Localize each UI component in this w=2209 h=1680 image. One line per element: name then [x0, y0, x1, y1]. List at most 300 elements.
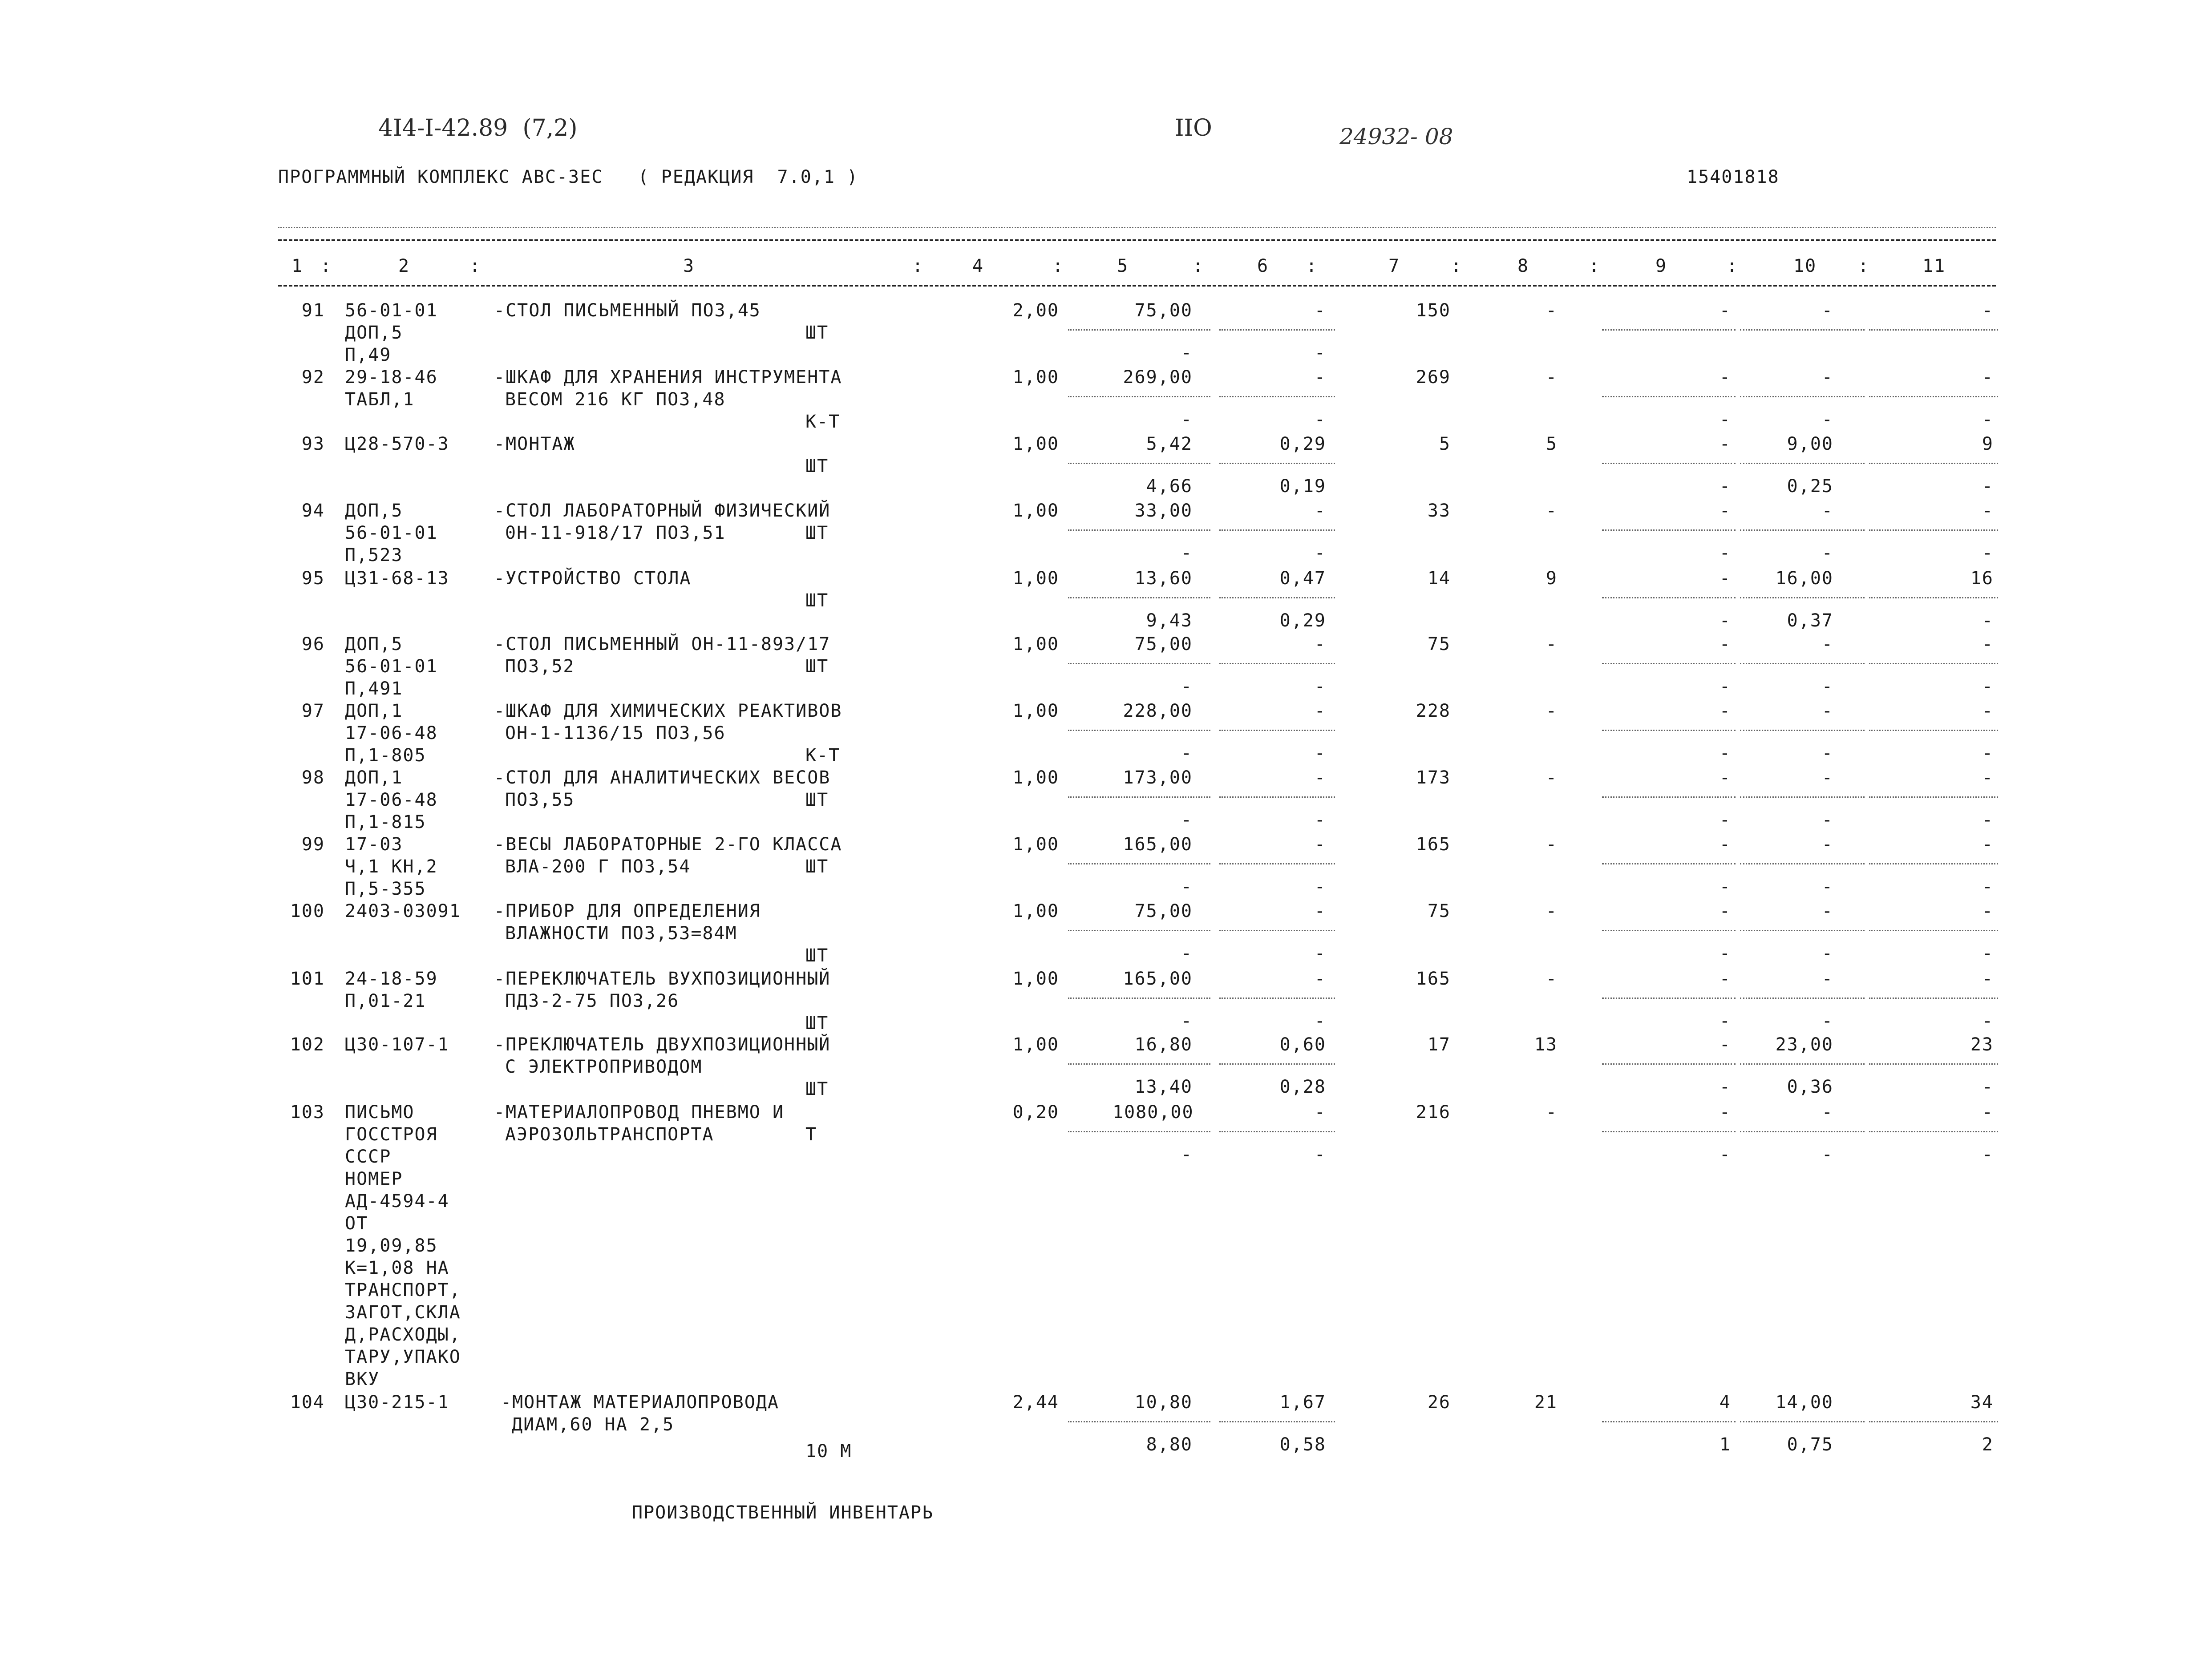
cost-underline: [1068, 796, 1210, 798]
col10-subvalue: -: [1821, 543, 1833, 563]
col9-value: -: [1719, 969, 1731, 989]
col8-wage-total: -: [1545, 901, 1558, 921]
cost-underline: [1068, 998, 1210, 999]
row-description: С ЭЛЕКТРОПРИВОДОМ: [505, 1057, 703, 1077]
col10-value: 23,00: [1775, 1034, 1833, 1055]
row-code: ДОП,5: [345, 501, 403, 521]
col5-subvalue: -: [1181, 343, 1193, 363]
col8-wage-total: -: [1545, 767, 1558, 788]
doc-id: 15401818: [1687, 167, 1780, 187]
row-code: АД-4594-4: [345, 1191, 449, 1212]
col8-wage-total: -: [1545, 300, 1558, 321]
column-header-9: 9: [1655, 256, 1667, 276]
col5-subvalue: -: [1181, 1144, 1193, 1165]
col9-value: -: [1719, 1034, 1731, 1055]
cost-underline: [1602, 1063, 1736, 1065]
col10-value: 14,00: [1775, 1392, 1833, 1413]
col11-value: 9: [1982, 434, 1994, 454]
col7-total: 75: [1427, 901, 1451, 921]
row-code: 56-01-01: [345, 523, 438, 543]
row-code: ТРАНСПОРТ,: [345, 1280, 461, 1300]
cost-underline: [1869, 1131, 1998, 1132]
row-code: ДОП,5: [345, 634, 403, 654]
col6-subvalue: -: [1314, 543, 1326, 563]
column-separator: :: [1193, 256, 1205, 276]
col8-wage-total: -: [1545, 834, 1558, 855]
row-code: Д,РАСХОДЫ,: [345, 1325, 461, 1345]
cost-underline: [1602, 463, 1736, 464]
row-description: -ПРЕКЛЮЧАТЕЛЬ ДВУХПОЗИЦИОННЫЙ: [494, 1034, 831, 1055]
col8-wage-total: -: [1545, 701, 1558, 721]
column-header-8: 8: [1517, 256, 1529, 276]
row-code: 56-01-01: [345, 656, 438, 677]
col10-value: -: [1821, 901, 1833, 921]
col5-unit-cost: 1080,00: [1113, 1102, 1194, 1123]
row-number: 92: [301, 367, 325, 388]
col4-quantity: 1,00: [1012, 901, 1059, 921]
col4-quantity: 1,00: [1012, 701, 1059, 721]
col6-subvalue: -: [1314, 676, 1326, 697]
row-description: ВЛАЖНОСТИ ПОЗ,53=84М: [505, 923, 737, 944]
col10-subvalue: -: [1821, 676, 1833, 697]
col4-quantity: 2,44: [1012, 1392, 1059, 1413]
row-unit: К-Т: [805, 745, 841, 766]
cost-underline: [1869, 329, 1998, 331]
col7-total: 75: [1427, 634, 1451, 654]
col5-unit-cost: 75,00: [1134, 300, 1193, 321]
col7-total: 26: [1427, 1392, 1451, 1413]
col6-wage: -: [1314, 1102, 1326, 1123]
row-description: -ПЕРЕКЛЮЧАТЕЛЬ ВУХПОЗИЦИОННЫЙ: [494, 969, 831, 989]
row-number: 98: [301, 767, 325, 788]
cost-underline: [1219, 396, 1335, 397]
cost-underline: [1869, 930, 1998, 931]
col10-value: -: [1821, 701, 1833, 721]
col11-subvalue: -: [1982, 1011, 1994, 1031]
col11-value: 34: [1970, 1392, 1994, 1413]
col11-value: -: [1982, 1102, 1994, 1123]
col9-value: -: [1719, 1102, 1731, 1123]
col6-subvalue: -: [1314, 1011, 1326, 1031]
handwritten-number: 24932- 08: [1339, 124, 1453, 149]
col9-subvalue: -: [1719, 943, 1731, 964]
col9-value: -: [1719, 367, 1731, 388]
cost-underline: [1869, 730, 1998, 731]
col6-subvalue: -: [1314, 1144, 1326, 1165]
row-number: 103: [290, 1102, 325, 1123]
col6-subvalue: 0,19: [1279, 476, 1326, 497]
row-code: ДОП,1: [345, 701, 403, 721]
col9-subvalue: -: [1719, 409, 1731, 430]
col5-subvalue: 13,40: [1134, 1077, 1193, 1097]
col9-subvalue: -: [1719, 1011, 1731, 1031]
column-header-7: 7: [1388, 256, 1400, 276]
col10-value: 9,00: [1787, 434, 1833, 454]
cost-underline: [1740, 730, 1865, 731]
col6-wage: -: [1314, 501, 1326, 521]
col9-subvalue: -: [1719, 810, 1731, 830]
row-number: 101: [290, 969, 325, 989]
column-separator: :: [1589, 256, 1601, 276]
col5-unit-cost: 10,80: [1134, 1392, 1193, 1413]
col8-wage-total: 9: [1545, 568, 1558, 589]
row-number: 91: [301, 300, 325, 321]
row-code: 2403-03091: [345, 901, 461, 921]
row-unit: ШТ: [805, 456, 829, 477]
col9-value: -: [1719, 568, 1731, 589]
column-header-1: 1: [291, 256, 303, 276]
col8-wage-total: 13: [1534, 1034, 1558, 1055]
col11-subvalue: -: [1982, 943, 1994, 964]
col9-subvalue: -: [1719, 1077, 1731, 1097]
row-code: НОМЕР: [345, 1169, 403, 1189]
col11-value: -: [1982, 501, 1994, 521]
col7-total: 5: [1439, 434, 1451, 454]
col9-value: -: [1719, 901, 1731, 921]
col11-subvalue: -: [1982, 876, 1994, 897]
col6-wage: -: [1314, 634, 1326, 654]
col5-unit-cost: 75,00: [1134, 634, 1193, 654]
cost-underline: [1068, 463, 1210, 464]
col7-total: 165: [1416, 834, 1451, 855]
row-code: Ц31-68-13: [345, 568, 449, 589]
row-code: ГОССТРОЯ: [345, 1124, 438, 1145]
row-code: К=1,08 НА: [345, 1258, 449, 1278]
row-unit: ШТ: [805, 1079, 829, 1099]
row-description: ПОЗ,52: [505, 656, 575, 677]
col11-subvalue: -: [1982, 743, 1994, 763]
row-code: ВКУ: [345, 1369, 380, 1389]
col10-value: -: [1821, 300, 1833, 321]
cost-underline: [1869, 396, 1998, 397]
row-code: ТАБЛ,1: [345, 389, 415, 410]
col4-quantity: 1,00: [1012, 969, 1059, 989]
section-footer: ПРОИЗВОДСТВЕННЫЙ ИНВЕНТАРЬ: [632, 1502, 934, 1523]
col6-subvalue: 0,28: [1279, 1077, 1326, 1097]
row-code: 17-06-48: [345, 790, 438, 810]
cost-underline: [1740, 1421, 1865, 1422]
col5-unit-cost: 75,00: [1134, 901, 1193, 921]
cost-underline: [1740, 463, 1865, 464]
cost-underline: [1219, 863, 1335, 864]
col5-subvalue: 8,80: [1146, 1434, 1193, 1455]
column-header-10: 10: [1793, 256, 1817, 276]
col9-value: -: [1719, 834, 1731, 855]
cost-underline: [1602, 1421, 1736, 1422]
row-description: ОН-1-1136/15 ПОЗ,56: [505, 723, 726, 743]
col11-subvalue: -: [1982, 810, 1994, 830]
row-unit: ШТ: [805, 945, 829, 966]
row-code: П,1-805: [345, 745, 426, 766]
row-code: ДОП,5: [345, 323, 403, 343]
row-code: 17-06-48: [345, 723, 438, 743]
cost-underline: [1219, 930, 1335, 931]
row-code: ДОП,1: [345, 767, 403, 788]
cost-underline: [1068, 863, 1210, 864]
col8-wage-total: 5: [1545, 434, 1558, 454]
col11-subvalue: -: [1982, 543, 1994, 563]
col4-quantity: 1,00: [1012, 767, 1059, 788]
cost-underline: [1219, 663, 1335, 664]
row-number: 100: [290, 901, 325, 921]
column-separator: :: [912, 256, 924, 276]
col5-subvalue: -: [1181, 409, 1193, 430]
col11-value: 16: [1970, 568, 1994, 589]
cost-underline: [1068, 396, 1210, 397]
cost-underline: [1068, 529, 1210, 531]
col5-subvalue: -: [1181, 1011, 1193, 1031]
row-unit: К-Т: [805, 412, 841, 432]
col9-subvalue: 1: [1719, 1434, 1731, 1455]
row-code: Ц28-570-3: [345, 434, 449, 454]
col11-subvalue: -: [1982, 476, 1994, 497]
page-number: IIO: [1175, 115, 1212, 141]
cost-underline: [1602, 663, 1736, 664]
col4-quantity: 1,00: [1012, 1034, 1059, 1055]
col5-subvalue: -: [1181, 743, 1193, 763]
row-code: П,01-21: [345, 991, 426, 1011]
cost-underline: [1740, 930, 1865, 931]
col7-total: 17: [1427, 1034, 1451, 1055]
cost-underline: [1219, 730, 1335, 731]
row-description: -ПРИБОР ДЛЯ ОПРЕДЕЛЕНИЯ: [494, 901, 761, 921]
col5-unit-cost: 33,00: [1134, 501, 1193, 521]
col11-subvalue: -: [1982, 676, 1994, 697]
col4-quantity: 1,00: [1012, 634, 1059, 654]
col10-value: -: [1821, 834, 1833, 855]
col6-subvalue: -: [1314, 876, 1326, 897]
col5-unit-cost: 5,42: [1146, 434, 1193, 454]
header-bottom-rule: [278, 285, 1996, 287]
col11-subvalue: -: [1982, 409, 1994, 430]
col5-subvalue: -: [1181, 810, 1193, 830]
col7-total: 216: [1416, 1102, 1451, 1123]
col9-subvalue: -: [1719, 676, 1731, 697]
col10-subvalue: -: [1821, 943, 1833, 964]
col5-subvalue: -: [1181, 876, 1193, 897]
column-separator: :: [1858, 256, 1870, 276]
program-header: ПРОГРАММНЫЙ КОМПЛЕКС АВС-ЗЕС ( РЕДАКЦИЯ 7.0,1 ): [278, 167, 859, 187]
row-number: 104: [290, 1392, 325, 1413]
col6-wage: 1,67: [1279, 1392, 1326, 1413]
cost-underline: [1068, 1063, 1210, 1065]
cost-underline: [1602, 396, 1736, 397]
col10-value: -: [1821, 767, 1833, 788]
row-code: 56-01-01: [345, 300, 438, 321]
column-header-5: 5: [1117, 256, 1129, 276]
col11-subvalue: -: [1982, 610, 1994, 631]
cost-underline: [1068, 1131, 1210, 1132]
col4-quantity: 1,00: [1012, 501, 1059, 521]
cost-underline: [1869, 998, 1998, 999]
row-unit: Т: [805, 1124, 817, 1145]
col8-wage-total: 21: [1534, 1392, 1558, 1413]
col6-subvalue: -: [1314, 409, 1326, 430]
row-unit: ШТ: [805, 1013, 829, 1034]
row-description: ПОЗ,55: [505, 790, 575, 810]
row-description: ДИАМ,60 НА 2,5: [512, 1414, 675, 1435]
col7-total: 150: [1416, 300, 1451, 321]
col6-wage: 0,47: [1279, 568, 1326, 589]
cost-underline: [1740, 663, 1865, 664]
row-description: ВЛА-200 Г ПОЗ,54: [505, 856, 691, 877]
col6-subvalue: 0,29: [1279, 610, 1326, 631]
col5-unit-cost: 173,00: [1123, 767, 1193, 788]
row-number: 93: [301, 434, 325, 454]
col6-wage: 0,29: [1279, 434, 1326, 454]
col9-value: 4: [1719, 1392, 1731, 1413]
col8-wage-total: -: [1545, 969, 1558, 989]
header-top-rule: [278, 227, 1996, 228]
cost-underline: [1068, 730, 1210, 731]
row-code: ПИСЬМО: [345, 1102, 415, 1123]
cost-underline: [1219, 796, 1335, 798]
row-description: АЭРОЗОЛЬТРАНСПОРТА: [505, 1124, 714, 1145]
row-code: 29-18-46: [345, 367, 438, 388]
column-header-4: 4: [972, 256, 984, 276]
col9-subvalue: -: [1719, 543, 1731, 563]
row-number: 96: [301, 634, 325, 654]
column-separator: :: [1451, 256, 1463, 276]
col8-wage-total: -: [1545, 1102, 1558, 1123]
row-code: Ц30-107-1: [345, 1034, 449, 1055]
row-number: 95: [301, 568, 325, 589]
cost-underline: [1740, 329, 1865, 331]
row-description: -ВЕСЫ ЛАБОРАТОРНЫЕ 2-ГО КЛАССА: [494, 834, 842, 855]
col9-subvalue: -: [1719, 610, 1731, 631]
row-number: 102: [290, 1034, 325, 1055]
column-separator: :: [469, 256, 481, 276]
column-separator: :: [1727, 256, 1739, 276]
col7-total: 228: [1416, 701, 1451, 721]
cost-underline: [1219, 1063, 1335, 1065]
col6-subvalue: 0,58: [1279, 1434, 1326, 1455]
cost-underline: [1219, 1421, 1335, 1422]
cost-underline: [1869, 1063, 1998, 1065]
col5-subvalue: 9,43: [1146, 610, 1193, 631]
col6-wage: -: [1314, 767, 1326, 788]
col6-wage: -: [1314, 969, 1326, 989]
col11-value: -: [1982, 300, 1994, 321]
col9-subvalue: -: [1719, 876, 1731, 897]
col7-total: 165: [1416, 969, 1451, 989]
col10-subvalue: -: [1821, 876, 1833, 897]
col7-total: 33: [1427, 501, 1451, 521]
cost-underline: [1068, 597, 1210, 598]
col4-quantity: 1,00: [1012, 834, 1059, 855]
col10-value: -: [1821, 367, 1833, 388]
cost-underline: [1602, 796, 1736, 798]
cost-underline: [1602, 597, 1736, 598]
col11-value: -: [1982, 901, 1994, 921]
col10-subvalue: -: [1821, 743, 1833, 763]
cost-underline: [1740, 863, 1865, 864]
col5-unit-cost: 13,60: [1134, 568, 1193, 589]
col7-total: 14: [1427, 568, 1451, 589]
row-code: Ч,1 КН,2: [345, 856, 438, 877]
col10-value: -: [1821, 1102, 1833, 1123]
row-unit: ШТ: [805, 790, 829, 810]
cost-underline: [1740, 529, 1865, 531]
row-code: 19,09,85: [345, 1236, 438, 1256]
col9-value: -: [1719, 300, 1731, 321]
column-separator: :: [1306, 256, 1318, 276]
cost-underline: [1869, 863, 1998, 864]
row-code: П,523: [345, 545, 403, 565]
cost-underline: [1219, 998, 1335, 999]
row-unit: ШТ: [805, 523, 829, 543]
row-code: 17-03: [345, 834, 403, 855]
cost-underline: [1068, 930, 1210, 931]
col6-wage: 0,60: [1279, 1034, 1326, 1055]
col10-value: -: [1821, 634, 1833, 654]
cost-underline: [1068, 1421, 1210, 1422]
row-unit: ШТ: [805, 323, 829, 343]
column-separator: :: [320, 256, 332, 276]
cost-underline: [1602, 329, 1736, 331]
col9-subvalue: -: [1719, 743, 1731, 763]
cost-underline: [1602, 730, 1736, 731]
row-code: 24-18-59: [345, 969, 438, 989]
row-code: П,49: [345, 345, 392, 365]
col10-subvalue: -: [1821, 1144, 1833, 1165]
row-code: СССР: [345, 1147, 392, 1167]
row-number: 94: [301, 501, 325, 521]
col5-unit-cost: 165,00: [1123, 834, 1193, 855]
col11-value: -: [1982, 367, 1994, 388]
cost-underline: [1602, 1131, 1736, 1132]
col9-subvalue: -: [1719, 1144, 1731, 1165]
col5-subvalue: 4,66: [1146, 476, 1193, 497]
column-header-2: 2: [398, 256, 410, 276]
col9-subvalue: -: [1719, 476, 1731, 497]
col4-quantity: 0,20: [1012, 1102, 1059, 1123]
row-description: -МОНТАЖ: [494, 434, 575, 454]
col8-wage-total: -: [1545, 367, 1558, 388]
cost-underline: [1219, 463, 1335, 464]
column-header-11: 11: [1922, 256, 1946, 276]
row-description: 0Н-11-918/17 ПОЗ,51: [505, 523, 726, 543]
row-code: П,5-355: [345, 879, 426, 899]
col6-wage: -: [1314, 901, 1326, 921]
col10-subvalue: 0,36: [1787, 1077, 1833, 1097]
col10-subvalue: 0,37: [1787, 610, 1833, 631]
row-code: ЗАГОТ,СКЛА: [345, 1302, 461, 1323]
col4-quantity: 1,00: [1012, 568, 1059, 589]
col5-subvalue: -: [1181, 943, 1193, 964]
header-top-rule: [278, 239, 1996, 241]
row-code: П,491: [345, 678, 403, 699]
cost-underline: [1869, 529, 1998, 531]
col4-quantity: 1,00: [1012, 434, 1059, 454]
row-unit: 10 М: [805, 1441, 852, 1462]
col9-value: -: [1719, 701, 1731, 721]
col11-value: -: [1982, 701, 1994, 721]
col11-value: -: [1982, 634, 1994, 654]
col9-value: -: [1719, 634, 1731, 654]
cost-underline: [1219, 329, 1335, 331]
col6-wage: -: [1314, 367, 1326, 388]
col5-subvalue: -: [1181, 676, 1193, 697]
row-unit: ШТ: [805, 656, 829, 677]
cost-underline: [1869, 796, 1998, 798]
col10-subvalue: 0,25: [1787, 476, 1833, 497]
col10-value: -: [1821, 501, 1833, 521]
col8-wage-total: -: [1545, 501, 1558, 521]
col6-subvalue: -: [1314, 810, 1326, 830]
row-description: -СТОЛ ПИСЬМЕННЫЙ ПОЗ,45: [494, 300, 761, 321]
cost-underline: [1740, 796, 1865, 798]
